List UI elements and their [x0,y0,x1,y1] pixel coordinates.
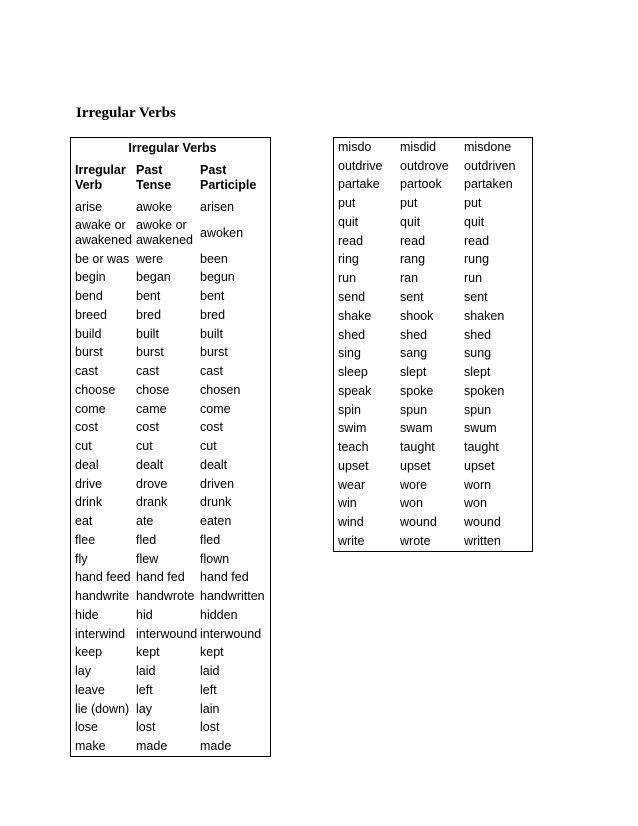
past-participle-cell: swum [464,421,497,436]
past-participle-cell: lain [200,701,220,716]
verb-cell: cast [75,364,98,379]
past-tense-cell: built [136,326,159,341]
verb-cell: swim [338,421,367,436]
table-row [334,288,532,307]
past-participle-cell: put [464,196,482,211]
table-row [334,513,532,532]
past-participle-cell: misdone [464,139,512,154]
past-participle-cell: lost [200,720,220,735]
past-participle-cell: flown [200,551,230,566]
table-row [334,307,532,326]
past-tense-cell: spoke [400,383,434,398]
table-row [71,419,270,438]
past-tense-cell: were [136,251,164,266]
past-tense-cell: began [136,270,171,285]
table-row [334,363,532,382]
past-participle-cell: fled [200,532,221,547]
past-tense-cell: outdrove [400,158,449,173]
verb-cell: upset [338,458,369,473]
verb-cell: hide [75,607,99,622]
past-participle-cell: built [200,326,223,341]
past-tense-cell: fled [136,532,157,547]
verb-cell: choose [75,382,116,397]
past-participle-cell: eaten [200,514,232,529]
verb-cell: arise [75,199,103,214]
past-participle-cell: read [464,233,490,248]
past-tense-cell: dealt [136,457,164,472]
table-row [71,287,270,306]
header-irregular-verb: Irregular Verb [75,163,126,192]
verb-cell: handwrite [75,589,130,604]
past-tense-cell: laid [136,664,156,679]
verb-cell: shed [338,327,366,342]
table-row [71,587,270,606]
past-participle-cell: left [200,682,217,697]
table-row [71,569,270,588]
past-tense-cell: left [136,682,153,697]
past-tense-cell: cut [136,439,153,454]
verb-cell: teach [338,440,369,455]
table-row [334,251,532,270]
verb-cell: hand feed [75,570,131,585]
past-tense-cell: sent [400,290,424,304]
past-participle-cell: burst [200,345,228,360]
past-tense-cell: cast [136,364,159,379]
verb-cell: keep [75,645,103,660]
verb-cell: shake [338,308,372,323]
past-tense-cell: slept [400,365,427,380]
table-row [71,475,270,494]
table-row [334,495,532,514]
past-participle-cell: won [464,496,487,511]
past-tense-cell: burst [136,345,164,360]
verb-cell: write [338,534,365,549]
verb-cell: eat [75,514,93,529]
past-tense-cell: kept [136,645,160,660]
past-tense-cell: read [400,233,426,248]
past-participle-cell: quit [464,214,485,229]
past-tense-cell: swam [400,421,433,436]
past-participle-cell: rung [464,252,490,267]
past-participle-cell: awoken [200,225,244,240]
verb-cell: lose [75,720,98,735]
table-row [71,700,270,719]
verb-cell: cost [75,420,98,435]
past-participle-cell: handwritten [200,589,265,604]
table-row [71,494,270,513]
verb-cell: partake [338,177,380,192]
table-row [71,644,270,663]
past-participle-cell: sung [464,346,492,361]
past-participle-cell: spun [464,402,492,417]
past-tense-cell: ran [400,271,419,286]
past-participle-cell: wound [464,515,501,530]
table-row [334,532,532,551]
past-participle-cell: bred [200,307,226,322]
past-participle-cell: cut [200,439,217,454]
past-tense-cell: handwrote [136,589,195,604]
past-participle-cell: shaken [464,308,505,323]
verb-cell: misdo [338,139,372,154]
verb-cell: deal [75,457,99,472]
verb-cell: speak [338,383,372,398]
verb-cell: lay [75,664,91,679]
table-row [334,176,532,195]
past-participle-cell: interwound [200,626,262,641]
table-row [334,438,532,457]
past-tense-cell: flew [136,551,159,566]
past-participle-cell: slept [464,365,491,380]
past-participle-cell: chosen [200,382,241,397]
table-row [71,269,270,288]
irregular-verbs-continued-table [333,137,533,552]
past-participle-cell: cost [200,420,223,435]
past-tense-cell: drove [136,476,168,491]
header-past-participle: Past Participle [200,163,257,192]
verb-cell: quit [338,214,359,229]
past-participle-cell: drunk [200,495,232,510]
verb-cell: interwind [75,626,126,641]
table-row [71,437,270,456]
verb-cell: drive [75,476,103,491]
table-row [71,400,270,419]
past-tense-cell: bred [136,307,162,322]
verb-cell: lie (down) [75,701,130,716]
past-participle-cell: begun [200,270,235,285]
table-row [71,662,270,681]
past-tense-cell: lost [136,720,156,735]
past-participle-cell: partaken [464,177,513,192]
past-participle-cell: bent [200,289,225,304]
verb-cell: awake or awakened [75,218,132,248]
table-row [71,456,270,475]
past-participle-cell: driven [200,476,235,491]
past-tense-cell: bent [136,289,161,304]
past-tense-cell: wore [400,477,428,492]
past-tense-cell: wrote [400,534,431,549]
past-tense-cell: partook [400,177,442,192]
past-participle-cell: worn [464,477,492,492]
past-participle-cell: taught [464,440,499,455]
verb-cell: wind [338,515,364,530]
past-tense-cell: hid [136,607,153,622]
table-row [71,512,270,531]
past-participle-cell: shed [464,327,492,342]
past-tense-cell: awoke or awakened [136,218,193,248]
table-header-row [71,158,270,198]
past-tense-cell: shed [400,327,428,342]
past-participle-cell: upset [464,458,495,473]
past-participle-cell: kept [200,645,224,660]
past-participle-cell: run [464,271,483,286]
table-row [334,326,532,345]
verb-cell: fly [75,551,88,566]
verb-cell: burst [75,345,103,360]
past-participle-cell: laid [200,664,220,679]
verb-cell: sing [338,346,361,361]
table-row [334,344,532,363]
verb-cell: breed [75,307,107,322]
verb-cell: read [338,233,364,248]
table-row [71,217,270,250]
past-tense-cell: misdid [400,139,437,154]
past-participle-cell: arisen [200,199,235,214]
past-tense-cell: won [400,496,423,511]
past-tense-cell: drank [136,495,168,510]
past-tense-cell: cost [136,420,159,435]
verb-cell: flee [75,532,96,547]
verb-cell: begin [75,270,106,285]
verb-cell: spin [338,402,361,417]
verb-cell: make [75,739,106,754]
past-tense-cell: wound [400,515,437,530]
verb-cell: win [338,496,357,511]
verb-cell: come [75,401,106,416]
past-tense-cell: rang [400,252,426,267]
table-row [334,157,532,176]
past-tense-cell: ate [136,514,154,529]
past-tense-cell: came [136,401,167,416]
table-row [334,232,532,251]
irregular-verbs-table [70,137,271,757]
past-tense-cell: made [136,739,168,754]
table-row [71,606,270,625]
past-tense-cell: put [400,196,418,211]
past-participle-cell: hand fed [200,570,249,585]
past-participle-cell: cast [200,364,223,379]
table-row [71,550,270,569]
past-tense-cell: hand fed [136,570,185,585]
past-tense-cell: upset [400,458,431,473]
verb-cell: leave [75,682,105,697]
past-tense-cell: chose [136,382,170,397]
past-tense-cell: interwound [136,626,198,641]
past-tense-cell: lay [136,701,152,716]
past-tense-cell: sang [400,346,428,361]
table-row [71,681,270,700]
table-row [334,401,532,420]
table-row [71,737,270,756]
past-participle-cell: hidden [200,607,238,622]
past-participle-cell: spoken [464,383,505,398]
verb-cell: send [338,290,366,304]
table-row [71,362,270,381]
past-participle-cell: made [200,739,232,754]
past-tense-cell: awoke [136,199,173,214]
header-past-tense: Past Tense [136,163,172,192]
past-tense-cell: spun [400,402,428,417]
table-row [334,476,532,495]
verb-cell: be or was [75,251,130,266]
table-row [71,250,270,269]
past-participle-cell: come [200,401,231,416]
table-row [334,194,532,213]
verb-cell: run [338,271,357,286]
past-tense-cell: quit [400,214,421,229]
table-row [71,344,270,363]
table-row [334,382,532,401]
table-caption: Irregular Verbs [128,140,217,155]
verb-cell: drink [75,495,103,510]
verb-cell: ring [338,252,359,267]
verb-cell: put [338,196,356,211]
verb-cell: bend [75,289,103,304]
past-participle-cell: dealt [200,457,228,472]
table-row [334,419,532,438]
verb-cell: sleep [338,365,368,380]
verb-cell: wear [338,477,366,492]
table-row [71,531,270,550]
table-row [334,457,532,476]
past-participle-cell: outdriven [464,158,516,173]
past-participle-cell: sent [464,290,488,304]
table-row [334,213,532,232]
table-row [71,719,270,738]
past-participle-cell: written [464,534,501,549]
verb-cell: cut [75,439,92,454]
table-row [71,625,270,644]
table-row [71,325,270,344]
table-caption-row [71,138,270,158]
verb-cell: outdrive [338,158,383,173]
past-tense-cell: taught [400,440,435,455]
page-title: Irregular Verbs [76,105,176,121]
past-tense-cell: shook [400,308,434,323]
table-row [71,198,270,217]
table-row [71,306,270,325]
past-participle-cell: been [200,251,228,266]
table-row [334,269,532,288]
table-row [71,381,270,400]
verb-cell: build [75,326,102,341]
table-row [334,138,532,157]
